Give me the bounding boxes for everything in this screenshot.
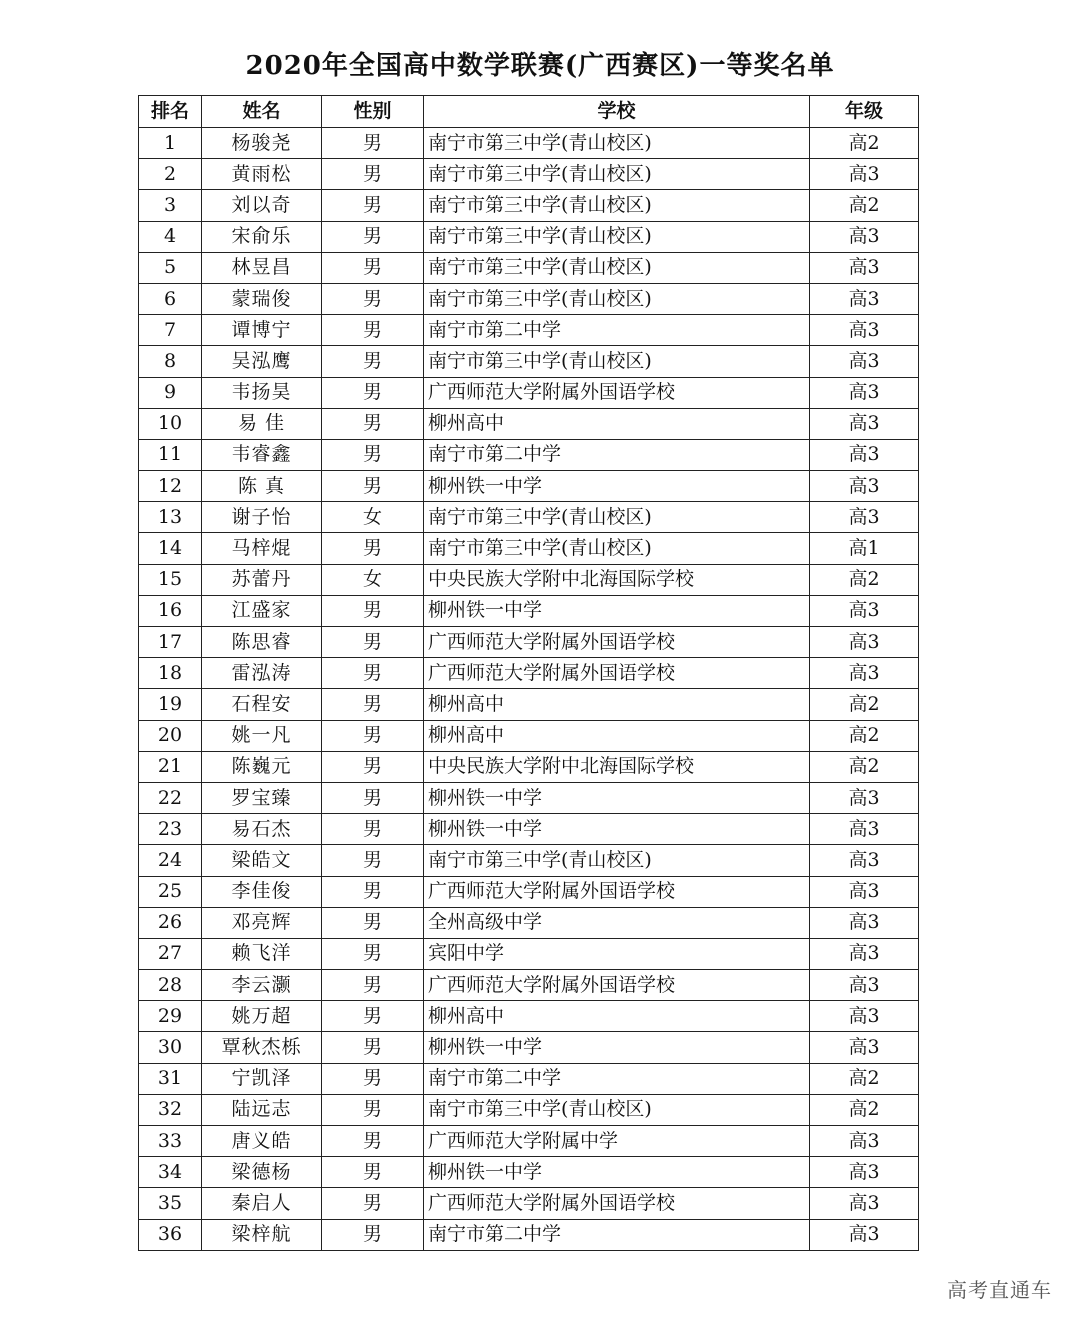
table-body — [139, 128, 919, 1251]
cell-gender: 男 — [322, 128, 424, 159]
header-grade: 年级 — [810, 96, 919, 128]
cell-rank: 31 — [139, 1063, 202, 1094]
cell-grade: 高3 — [810, 938, 919, 969]
cell-school: 南宁市第三中学(青山校区) — [424, 533, 810, 564]
cell-school: 南宁市第三中学(青山校区) — [424, 845, 810, 876]
cell-school: 南宁市第二中学 — [424, 1063, 810, 1094]
cell-rank: 12 — [139, 471, 202, 502]
cell-school: 中央民族大学附中北海国际学校 — [424, 564, 810, 595]
cell-grade: 高3 — [810, 845, 919, 876]
cell-name: 苏蕾丹 — [202, 564, 322, 595]
cell-rank: 18 — [139, 658, 202, 689]
cell-school: 南宁市第三中学(青山校区) — [424, 1094, 810, 1125]
cell-name: 梁梓航 — [202, 1219, 322, 1250]
cell-school: 柳州铁一中学 — [424, 1157, 810, 1188]
cell-school: 广西师范大学附属外国语学校 — [424, 970, 810, 1001]
table-row — [139, 938, 919, 969]
cell-gender: 男 — [322, 439, 424, 470]
cell-school: 中央民族大学附中北海国际学校 — [424, 751, 810, 782]
cell-gender: 男 — [322, 720, 424, 751]
table-row — [139, 159, 919, 190]
header-gender: 性别 — [322, 96, 424, 128]
cell-grade: 高3 — [810, 439, 919, 470]
cell-school: 南宁市第三中学(青山校区) — [424, 502, 810, 533]
header-rank: 排名 — [139, 96, 202, 128]
cell-rank: 25 — [139, 876, 202, 907]
document-title: 2020年全国高中数学联赛(广西赛区)一等奖名单 — [245, 51, 835, 81]
cell-gender: 男 — [322, 1219, 424, 1250]
table-row — [139, 564, 919, 595]
cell-school: 柳州铁一中学 — [424, 595, 810, 626]
cell-school: 南宁市第二中学 — [424, 1219, 810, 1250]
cell-gender: 男 — [322, 1001, 424, 1032]
table-row — [139, 658, 919, 689]
cell-gender: 男 — [322, 377, 424, 408]
cell-grade: 高3 — [810, 627, 919, 658]
cell-school: 柳州铁一中学 — [424, 1032, 810, 1063]
table-row — [139, 627, 919, 658]
table-row — [139, 1032, 919, 1063]
cell-gender: 男 — [322, 1032, 424, 1063]
cell-name: 谭博宁 — [202, 315, 322, 346]
header-row — [139, 96, 919, 128]
cell-school: 柳州铁一中学 — [424, 471, 810, 502]
cell-grade: 高3 — [810, 315, 919, 346]
table-row — [139, 907, 919, 938]
table-row — [139, 190, 919, 221]
table-row — [139, 128, 919, 159]
cell-grade: 高2 — [810, 751, 919, 782]
cell-gender: 男 — [322, 1094, 424, 1125]
table-row — [139, 502, 919, 533]
cell-rank: 5 — [139, 252, 202, 283]
cell-name: 陆远志 — [202, 1094, 322, 1125]
cell-rank: 11 — [139, 439, 202, 470]
cell-name: 姚一凡 — [202, 720, 322, 751]
cell-rank: 14 — [139, 533, 202, 564]
cell-school: 广西师范大学附属外国语学校 — [424, 627, 810, 658]
cell-rank: 29 — [139, 1001, 202, 1032]
cell-grade: 高2 — [810, 1063, 919, 1094]
cell-grade: 高3 — [810, 502, 919, 533]
cell-rank: 30 — [139, 1032, 202, 1063]
cell-rank: 26 — [139, 907, 202, 938]
cell-gender: 男 — [322, 876, 424, 907]
table-row — [139, 595, 919, 626]
cell-school: 柳州高中 — [424, 1001, 810, 1032]
cell-name: 蒙瑞俊 — [202, 283, 322, 314]
cell-rank: 4 — [139, 221, 202, 252]
cell-gender: 男 — [322, 159, 424, 190]
cell-school: 广西师范大学附属中学 — [424, 1126, 810, 1157]
cell-rank: 9 — [139, 377, 202, 408]
cell-gender: 男 — [322, 658, 424, 689]
cell-grade: 高3 — [810, 283, 919, 314]
cell-school: 广西师范大学附属外国语学校 — [424, 876, 810, 907]
cell-gender: 男 — [322, 408, 424, 439]
table-row — [139, 252, 919, 283]
cell-gender: 男 — [322, 221, 424, 252]
cell-grade: 高1 — [810, 533, 919, 564]
cell-grade: 高3 — [810, 377, 919, 408]
cell-school: 南宁市第三中学(青山校区) — [424, 346, 810, 377]
cell-gender: 女 — [322, 564, 424, 595]
cell-name: 李佳俊 — [202, 876, 322, 907]
cell-rank: 32 — [139, 1094, 202, 1125]
cell-gender: 男 — [322, 1126, 424, 1157]
cell-grade: 高2 — [810, 1094, 919, 1125]
cell-rank: 34 — [139, 1157, 202, 1188]
table-row — [139, 346, 919, 377]
cell-gender: 男 — [322, 689, 424, 720]
cell-grade: 高3 — [810, 408, 919, 439]
cell-name: 雷泓涛 — [202, 658, 322, 689]
table-row — [139, 1001, 919, 1032]
cell-grade: 高3 — [810, 471, 919, 502]
cell-grade: 高3 — [810, 658, 919, 689]
cell-name: 宋俞乐 — [202, 221, 322, 252]
cell-school: 柳州高中 — [424, 720, 810, 751]
cell-name: 罗宝臻 — [202, 782, 322, 813]
cell-grade: 高3 — [810, 782, 919, 813]
cell-school: 柳州铁一中学 — [424, 814, 810, 845]
cell-name: 石程安 — [202, 689, 322, 720]
table-header — [139, 96, 919, 128]
cell-rank: 33 — [139, 1126, 202, 1157]
cell-grade: 高3 — [810, 814, 919, 845]
cell-rank: 16 — [139, 595, 202, 626]
award-table — [138, 95, 919, 1251]
cell-rank: 19 — [139, 689, 202, 720]
cell-gender: 男 — [322, 1188, 424, 1219]
table-row — [139, 283, 919, 314]
table-row — [139, 689, 919, 720]
cell-grade: 高2 — [810, 720, 919, 751]
table-row — [139, 1188, 919, 1219]
cell-school: 广西师范大学附属外国语学校 — [424, 658, 810, 689]
table-row — [139, 1063, 919, 1094]
cell-school: 宾阳中学 — [424, 938, 810, 969]
cell-school: 广西师范大学附属外国语学校 — [424, 377, 810, 408]
cell-name: 杨骏尧 — [202, 128, 322, 159]
cell-school: 南宁市第二中学 — [424, 439, 810, 470]
cell-rank: 21 — [139, 751, 202, 782]
table-row — [139, 814, 919, 845]
cell-grade: 高2 — [810, 128, 919, 159]
cell-name: 马梓焜 — [202, 533, 322, 564]
cell-school: 南宁市第三中学(青山校区) — [424, 128, 810, 159]
cell-rank: 7 — [139, 315, 202, 346]
cell-school: 全州高级中学 — [424, 907, 810, 938]
cell-rank: 15 — [139, 564, 202, 595]
cell-gender: 男 — [322, 1063, 424, 1094]
cell-school: 南宁市第二中学 — [424, 315, 810, 346]
table-row — [139, 720, 919, 751]
cell-school: 南宁市第三中学(青山校区) — [424, 283, 810, 314]
cell-name: 梁皓文 — [202, 845, 322, 876]
table-row — [139, 408, 919, 439]
cell-grade: 高3 — [810, 1126, 919, 1157]
cell-grade: 高3 — [810, 1001, 919, 1032]
table-row — [139, 1157, 919, 1188]
cell-rank: 36 — [139, 1219, 202, 1250]
cell-gender: 男 — [322, 845, 424, 876]
cell-rank: 3 — [139, 190, 202, 221]
cell-rank: 17 — [139, 627, 202, 658]
cell-gender: 男 — [322, 782, 424, 813]
cell-name: 韦扬昊 — [202, 377, 322, 408]
cell-name: 陈 真 — [202, 471, 322, 502]
cell-name: 易石杰 — [202, 814, 322, 845]
cell-rank: 27 — [139, 938, 202, 969]
cell-grade: 高3 — [810, 1219, 919, 1250]
cell-grade: 高3 — [810, 1188, 919, 1219]
cell-rank: 13 — [139, 502, 202, 533]
cell-name: 梁德杨 — [202, 1157, 322, 1188]
table-row — [139, 1126, 919, 1157]
cell-rank: 24 — [139, 845, 202, 876]
cell-name: 宁凯泽 — [202, 1063, 322, 1094]
cell-rank: 22 — [139, 782, 202, 813]
cell-rank: 2 — [139, 159, 202, 190]
cell-grade: 高2 — [810, 689, 919, 720]
table-row — [139, 439, 919, 470]
table-row — [139, 221, 919, 252]
cell-gender: 男 — [322, 595, 424, 626]
table-row — [139, 471, 919, 502]
header-school: 学校 — [424, 96, 810, 128]
cell-school: 柳州高中 — [424, 408, 810, 439]
cell-grade: 高3 — [810, 1157, 919, 1188]
cell-name: 江盛家 — [202, 595, 322, 626]
table-row — [139, 377, 919, 408]
table-row — [139, 970, 919, 1001]
table-row — [139, 751, 919, 782]
cell-gender: 男 — [322, 471, 424, 502]
cell-rank: 6 — [139, 283, 202, 314]
cell-grade: 高3 — [810, 159, 919, 190]
cell-grade: 高3 — [810, 252, 919, 283]
cell-school: 南宁市第三中学(青山校区) — [424, 159, 810, 190]
cell-gender: 男 — [322, 190, 424, 221]
cell-name: 陈思睿 — [202, 627, 322, 658]
cell-name: 秦启人 — [202, 1188, 322, 1219]
cell-gender: 男 — [322, 814, 424, 845]
cell-name: 刘以奇 — [202, 190, 322, 221]
cell-gender: 男 — [322, 938, 424, 969]
cell-gender: 男 — [322, 970, 424, 1001]
cell-rank: 10 — [139, 408, 202, 439]
cell-grade: 高3 — [810, 1032, 919, 1063]
header-name: 姓名 — [202, 96, 322, 128]
cell-gender: 女 — [322, 502, 424, 533]
cell-gender: 男 — [322, 315, 424, 346]
cell-name: 谢子怡 — [202, 502, 322, 533]
cell-name: 邓亮辉 — [202, 907, 322, 938]
cell-school: 南宁市第三中学(青山校区) — [424, 190, 810, 221]
cell-school: 广西师范大学附属外国语学校 — [424, 1188, 810, 1219]
cell-grade: 高3 — [810, 970, 919, 1001]
cell-name: 韦睿鑫 — [202, 439, 322, 470]
cell-gender: 男 — [322, 283, 424, 314]
table-row — [139, 782, 919, 813]
cell-grade: 高3 — [810, 346, 919, 377]
cell-name: 赖飞洋 — [202, 938, 322, 969]
cell-name: 林昱昌 — [202, 252, 322, 283]
cell-name: 覃秋杰栎 — [202, 1032, 322, 1063]
cell-school: 南宁市第三中学(青山校区) — [424, 221, 810, 252]
cell-rank: 8 — [139, 346, 202, 377]
cell-name: 唐义皓 — [202, 1126, 322, 1157]
cell-gender: 男 — [322, 346, 424, 377]
table-row — [139, 533, 919, 564]
cell-grade: 高3 — [810, 907, 919, 938]
cell-name: 黄雨松 — [202, 159, 322, 190]
cell-grade: 高3 — [810, 876, 919, 907]
cell-school: 柳州铁一中学 — [424, 782, 810, 813]
table-row — [139, 876, 919, 907]
cell-rank: 1 — [139, 128, 202, 159]
cell-school: 南宁市第三中学(青山校区) — [424, 252, 810, 283]
cell-name: 李云灏 — [202, 970, 322, 1001]
cell-grade: 高3 — [810, 221, 919, 252]
cell-rank: 28 — [139, 970, 202, 1001]
cell-gender: 男 — [322, 533, 424, 564]
cell-gender: 男 — [322, 907, 424, 938]
cell-name: 吴泓鹰 — [202, 346, 322, 377]
cell-name: 易 佳 — [202, 408, 322, 439]
cell-gender: 男 — [322, 1157, 424, 1188]
cell-gender: 男 — [322, 627, 424, 658]
cell-gender: 男 — [322, 252, 424, 283]
cell-grade: 高2 — [810, 190, 919, 221]
table-row — [139, 1219, 919, 1250]
table-row — [139, 845, 919, 876]
cell-name: 姚万超 — [202, 1001, 322, 1032]
cell-name: 陈巍元 — [202, 751, 322, 782]
watermark-label: 高考直通车 — [947, 1278, 1052, 1302]
cell-rank: 35 — [139, 1188, 202, 1219]
cell-grade: 高3 — [810, 595, 919, 626]
cell-rank: 20 — [139, 720, 202, 751]
table-row — [139, 315, 919, 346]
table-row — [139, 1094, 919, 1125]
cell-rank: 23 — [139, 814, 202, 845]
cell-gender: 男 — [322, 751, 424, 782]
cell-grade: 高2 — [810, 564, 919, 595]
cell-school: 柳州高中 — [424, 689, 810, 720]
